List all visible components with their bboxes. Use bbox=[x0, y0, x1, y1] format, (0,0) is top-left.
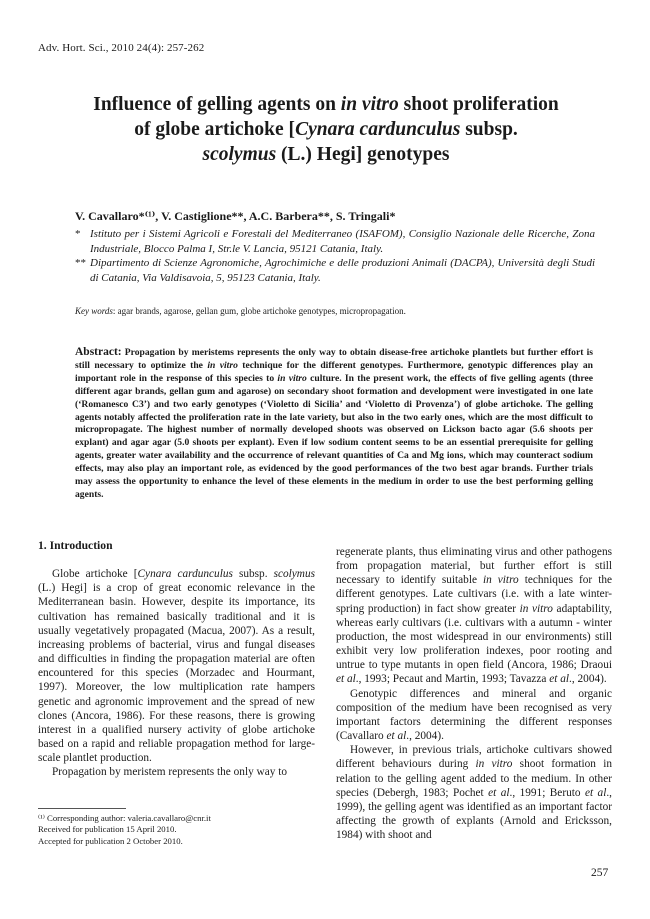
accepted-date: Accepted for publication 2 October 2010. bbox=[38, 835, 183, 846]
intro-paragraph-2: Propagation by meristem represents the only way to bbox=[52, 766, 287, 779]
affiliation-mark: ** bbox=[75, 257, 86, 269]
title-line-2: of globe artichoke [Cynara cardunculus subsp. bbox=[134, 119, 518, 140]
affiliation-1 bbox=[75, 227, 595, 257]
abstract: Abstract: Propagation by meristems represents the only way to obtain disease-free artichoke plantlets but further effort is still necessary to optimize the in vitro technique for the different genotypes. Furthermore, genotypic differences play an important role in the response of this species to in vitro culture. In the present work, the effects of five gelling agents (three different agar brands, gellan gum and agarose) on secondary shoot formation and development were investigated in one late (‘Romanesco C3’) and two early genotypes (‘Violetto di Sicilia’ and ‘Violetto di Provenza’) of globe artichoke. The gelling agents notably affected the proliferation rate in the late variety, but also in the two early ones, which are the most difficult to micropropagate. The highest number of normally developed shoots was observed on Lickson bacto agar (5.6 shoots per explant) and agar agar (5.0 shoots per explant). Even if low sodium content seems to be an essential prerequisite for gelling agents, greater water availability and the occurrence of relevant quantities of Ca and Mg ions, which may counteract sodium effects, may also play an important role, as evidenced by the good performances of the two best agar brands. Further trials may assess the opportunity to enhance the level of these elements in the medium in order to use the best performing gelling agents. bbox=[75, 346, 593, 500]
intro-paragraph-continued: regenerate plants, thus eliminating virus and other pathogens from propagation material, but further effort is still necessary to identify suitable in vitro techniques for the different genotypes. Late cultivars (i.e. with a late winter-spring production) in fact show greater in vitro adaptability, whereas early cultivars (i.e. cultivars with a autumn - winter production, the most widespread in our environments) still exhibit very low proliferation indexes, poor rooting and untrue to type mutants in open field (Ancora, 1986; Draoui et al., 1993; Pecaut and Martin, 1993; Tavazza et al., 2004). bbox=[336, 546, 612, 686]
author-list: V. Cavallaro*⁽¹⁾, V. Castiglione**, A.C. Barbera**, S. Tringali* bbox=[75, 209, 396, 223]
journal-citation: Adv. Hort. Sci., 2010 24(4): 257-262 bbox=[38, 42, 205, 54]
footnote-rule bbox=[38, 808, 126, 809]
article-title bbox=[60, 92, 592, 167]
right-column bbox=[336, 545, 612, 842]
title-line-3: scolymus (L.) Hegi] genotypes bbox=[202, 144, 450, 165]
received-date: Received for publication 15 April 2010. bbox=[38, 824, 177, 835]
keywords-label: Key words bbox=[75, 306, 113, 316]
keywords bbox=[75, 306, 406, 316]
intro-paragraph-4: However, in previous trials, artichoke cultivars showed different behaviours during in vitro shoot formation in relation to the gelling agent added to the medium. In other species (Debergh, 1983; Pochet et al., 1991; Beruto et al., 1999), the gelling agent was identified as an important factor affecting the growth of explants (Arnold and Ericksson, 1984) with shoot and bbox=[336, 744, 613, 842]
abstract-label: Abstract: bbox=[75, 346, 122, 358]
title-line-1: Influence of gelling agents on in vitro shoot proliferation bbox=[93, 94, 559, 115]
intro-paragraph-3: Genotypic differences and mineral and organic composition of the medium have been recognised as very important factors determining the different responses (Cavallaro et al., 2004). bbox=[336, 687, 612, 743]
affiliation-text: Dipartimento di Scienze Agronomiche, Agrochimiche e delle produzioni Animali (DACPA), Università degli Studi di Catania, Via Valdisavoia, 5, 95123 Catania, Italy. bbox=[90, 257, 595, 284]
page-number: 257 bbox=[591, 867, 609, 879]
affiliation-mark: * bbox=[75, 228, 81, 240]
footnotes bbox=[38, 813, 211, 847]
keywords-text: : agar brands, agarose, gellan gum, globe artichoke genotypes, micropropagation. bbox=[112, 306, 406, 316]
affiliation-text: Istituto per i Sistemi Agricoli e Forestali del Mediterraneo (ISAFOM), Consiglio Nazionale delle Ricerche, Zona Industriale, Blocco Palma I, Str.le V. Lancia, 95121 Catania, Italy. bbox=[90, 228, 595, 255]
affiliation-2 bbox=[75, 256, 595, 286]
left-column bbox=[38, 539, 315, 780]
intro-paragraph-1: Globe artichoke [Cynara cardunculus subsp. scolymus (L.) Hegi] is a crop of great economic relevance in the Mediterranean basin. However, despite its importance, its cultivation has remained basically traditional and it is usually vegetatively propagated (Macua, 2007). As a result, increasing problems of bacterial, virus and fungal diseases and difficulties in finding the propagation material are often encountered for this species (Morzadec and Hourmant, 1997). Moreover, the low multiplication rate hampers genetic and agronomic improvement and the spread of new clones (Ancora, 1986). For these reasons, there is growing interest in a qualified nursery activity of globe artichoke based on a rapid and reliable propagation method for large-scale plantlet production. bbox=[38, 568, 316, 765]
section-heading-introduction: 1. Introduction bbox=[38, 539, 113, 552]
corresponding-author: ⁽¹⁾ Corresponding author: valeria.cavallaro@cnr.it bbox=[38, 813, 211, 823]
